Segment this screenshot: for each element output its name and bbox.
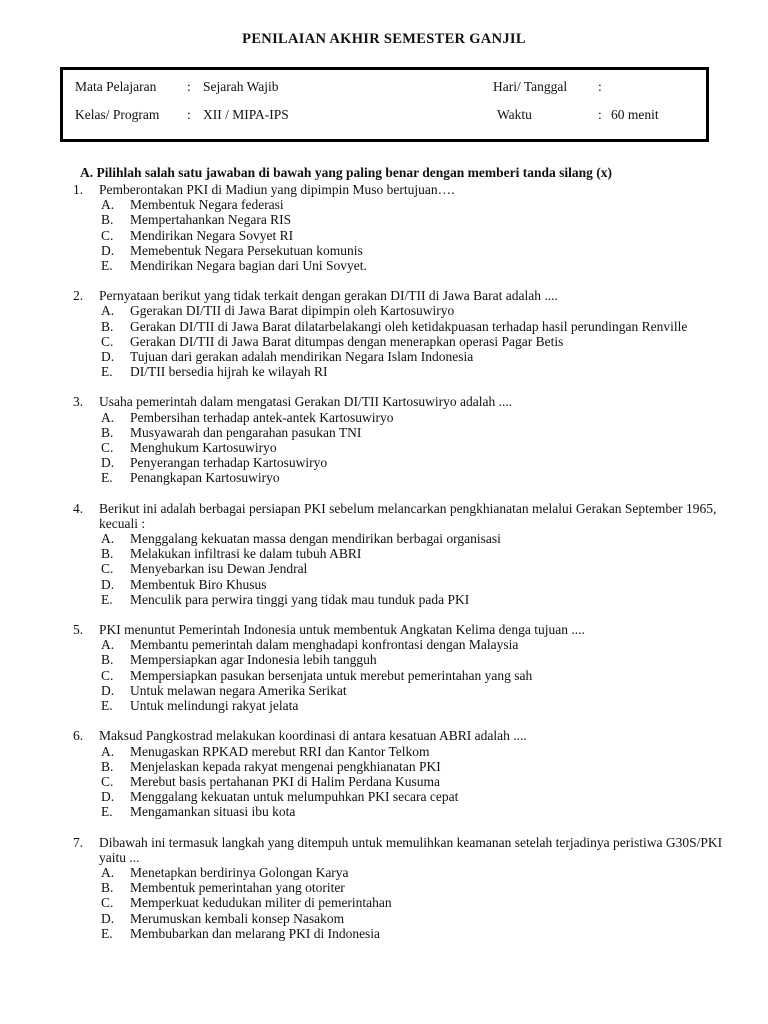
class-separator: : <box>187 107 191 122</box>
option-text: Memebentuk Negara Persekutuan komunis <box>130 242 363 258</box>
option-letter: A. <box>101 303 115 319</box>
option-letter: D. <box>101 682 115 698</box>
class-value: XII / MIPA-IPS <box>203 107 289 122</box>
option-letter: E. <box>101 364 113 380</box>
option-letter: C. <box>101 667 114 683</box>
option-letter: B. <box>101 758 114 774</box>
option-text: Penangkapan Kartosuwiryo <box>130 470 280 486</box>
option-text: Menyebarkan isu Dewan Jendral <box>130 561 308 577</box>
question-text: PKI menuntut Pemerintah Indonesia untuk membentuk Angkatan Kelima denga tujuan .... <box>99 622 585 638</box>
option-letter: C. <box>101 773 114 789</box>
option-text: Gerakan DI/TII di Jawa Barat dilatarbelakangi oleh ketidakpuasan terhadap hasil perundingan Renville <box>130 318 688 334</box>
option-text: Menggalang kekuatan massa dengan mendirikan berbagai organisasi <box>130 531 501 547</box>
section-heading: A. Pilihlah salah satu jawaban di bawah yang paling benar dengan memberi tanda silang (x) <box>80 165 612 180</box>
answer-option[interactable] <box>73 759 723 774</box>
question-line <box>73 501 723 531</box>
option-letter: D. <box>101 576 115 592</box>
question-item <box>73 394 723 485</box>
option-letter: D. <box>101 349 115 365</box>
answer-option[interactable] <box>73 410 723 425</box>
option-text: Pembersihan terhadap antek-antek Kartosuwiryo <box>130 409 394 425</box>
answer-option[interactable] <box>73 334 723 349</box>
option-letter: A. <box>101 637 115 653</box>
option-text: Untuk melindungi rakyat jelata <box>130 698 299 714</box>
subject-label: Mata Pelajaran <box>75 79 157 94</box>
question-line <box>73 622 723 637</box>
option-text: Memperkuat kedudukan militer di pemerintahan <box>130 895 392 911</box>
question-line <box>73 182 723 197</box>
option-text: Mendirikan Negara bagian dari Uni Sovyet. <box>130 258 367 274</box>
option-text: Untuk melawan negara Amerika Serikat <box>130 682 347 698</box>
time-label: Waktu <box>497 107 532 122</box>
question-text: Pemberontakan PKI di Madiun yang dipimpin Muso bertujuan…. <box>99 182 455 197</box>
question-number: 5. <box>73 622 84 638</box>
answer-option[interactable] <box>73 197 723 212</box>
question-line <box>73 288 723 303</box>
option-letter: A. <box>101 409 115 425</box>
answer-option[interactable] <box>73 592 723 607</box>
option-letter: E. <box>101 925 113 941</box>
exam-info-box <box>60 67 709 142</box>
option-text: Membentuk Negara federasi <box>130 197 284 213</box>
option-letter: B. <box>101 424 114 440</box>
option-text: Gerakan DI/TII di Jawa Barat ditumpas dengan menerapkan operasi Pagar Betis <box>130 333 564 349</box>
answer-option[interactable] <box>73 212 723 227</box>
question-number: 3. <box>73 394 84 410</box>
subject-separator: : <box>187 79 191 94</box>
option-text: Menetapkan berdirinya Golongan Karya <box>130 864 349 880</box>
option-text: Mempertahankan Negara RIS <box>130 212 292 228</box>
option-letter: E. <box>101 804 113 820</box>
answer-option[interactable] <box>73 577 723 592</box>
answer-option[interactable] <box>73 683 723 698</box>
option-letter: C. <box>101 227 114 243</box>
question-number: 2. <box>73 288 84 304</box>
option-letter: B. <box>101 880 114 896</box>
option-text: Mengamankan situasi ibu kota <box>130 804 296 820</box>
option-letter: A. <box>101 531 115 547</box>
option-letter: A. <box>101 197 115 213</box>
answer-option[interactable] <box>73 425 723 440</box>
answer-option[interactable] <box>73 668 723 683</box>
question-text: Pernyataan berikut yang tidak terkait dengan gerakan DI/TII di Jawa Barat adalah .... <box>99 288 558 304</box>
answer-option[interactable] <box>73 546 723 561</box>
option-text: Menugaskan RPKAD merebut RRI dan Kantor Telkom <box>130 743 430 759</box>
answer-option[interactable] <box>73 789 723 804</box>
answer-option[interactable] <box>73 880 723 895</box>
question-item <box>73 835 723 941</box>
option-letter: D. <box>101 455 115 471</box>
option-text: Membubarkan dan melarang PKI di Indonesia <box>130 925 381 941</box>
answer-option[interactable] <box>73 744 723 759</box>
question-text: Berikut ini adalah berbagai persiapan PKI sebelum melancarkan pengkhianatan melalui Gerakan September 1965, kecuali : <box>99 500 717 531</box>
answer-option[interactable] <box>73 455 723 470</box>
answer-option[interactable] <box>73 561 723 576</box>
option-letter: B. <box>101 546 114 562</box>
option-text: Menggalang kekuatan untuk melumpuhkan PKI secara cepat <box>130 789 459 805</box>
option-letter: E. <box>101 591 113 607</box>
option-letter: D. <box>101 242 115 258</box>
page-title: PENILAIAN AKHIR SEMESTER GANJIL <box>242 31 526 47</box>
answer-option[interactable] <box>73 926 723 941</box>
option-letter: E. <box>101 258 113 274</box>
option-letter: A. <box>101 743 115 759</box>
day-date-separator: : <box>598 79 602 94</box>
option-letter: C. <box>101 561 114 577</box>
question-item <box>73 288 723 379</box>
option-text: Musyawarah dan pengarahan pasukan TNI <box>130 424 362 440</box>
question-number: 1. <box>73 182 84 197</box>
answer-option[interactable] <box>73 319 723 334</box>
option-letter: E. <box>101 470 113 486</box>
option-text: Mempersiapkan agar Indonesia lebih tangguh <box>130 652 377 668</box>
answer-option[interactable] <box>73 531 723 546</box>
question-item <box>73 501 723 607</box>
answer-option[interactable] <box>73 895 723 910</box>
question-line <box>73 835 723 865</box>
option-letter: C. <box>101 895 114 911</box>
answer-option[interactable] <box>73 440 723 455</box>
question-text: Maksud Pangkostrad melakukan koordinasi di antara kesatuan ABRI adalah .... <box>99 728 527 744</box>
answer-option[interactable] <box>73 228 723 243</box>
option-text: Membentuk Biro Khusus <box>130 576 267 592</box>
option-text: Tujuan dari gerakan adalah mendirikan Negara Islam Indonesia <box>130 349 474 365</box>
answer-option[interactable] <box>73 364 723 379</box>
answer-option[interactable] <box>73 258 723 273</box>
answer-option[interactable] <box>73 652 723 667</box>
option-text: Melakukan infiltrasi ke dalam tubuh ABRI <box>130 546 362 562</box>
answer-option[interactable] <box>73 698 723 713</box>
option-text: DI/TII bersedia hijrah ke wilayah RI <box>130 364 328 380</box>
class-label: Kelas/ Program <box>75 107 160 122</box>
option-text: Penyerangan terhadap Kartosuwiryo <box>130 455 328 471</box>
question-item <box>73 622 723 713</box>
question-number: 6. <box>73 728 84 744</box>
day-date-label: Hari/ Tanggal <box>493 79 568 94</box>
question-line <box>73 728 723 743</box>
option-letter: C. <box>101 333 114 349</box>
question-line <box>73 394 723 409</box>
option-text: Membantu pemerintah dalam menghadapi konfrontasi dengan Malaysia <box>130 637 519 653</box>
option-text: Membentuk pemerintahan yang otoriter <box>130 880 345 896</box>
option-letter: A. <box>101 864 115 880</box>
question-list <box>73 182 723 956</box>
time-value: 60 menit <box>611 107 659 122</box>
answer-option[interactable] <box>73 243 723 258</box>
answer-option[interactable] <box>73 349 723 364</box>
question-text: Dibawah ini termasuk langkah yang ditempuh untuk memulihkan keamanan setelah terjadinya peristiwa G30S/PKI yaitu ... <box>99 834 723 865</box>
answer-option[interactable] <box>73 774 723 789</box>
option-text: Merumuskan kembali konsep Nasakom <box>130 910 345 926</box>
option-letter: D. <box>101 910 115 926</box>
answer-option[interactable] <box>73 865 723 880</box>
option-letter: B. <box>101 212 114 228</box>
option-text: Menjelaskan kepada rakyat mengenai pengkhianatan PKI <box>130 758 441 774</box>
option-letter: B. <box>101 652 114 668</box>
question-item <box>73 728 723 819</box>
option-text: Ggerakan DI/TII di Jawa Barat dipimpin oleh Kartosuwiryo <box>130 303 455 319</box>
question-number: 7. <box>73 834 84 850</box>
option-text: Menghukum Kartosuwiryo <box>130 440 277 456</box>
question-item <box>73 182 723 273</box>
question-text: Usaha pemerintah dalam mengatasi Gerakan DI/TII Kartosuwiryo adalah .... <box>99 394 513 410</box>
option-text: Mendirikan Negara Sovyet RI <box>130 227 294 243</box>
option-text: Merebut basis pertahanan PKI di Halim Perdana Kusuma <box>130 773 441 789</box>
answer-option[interactable] <box>73 303 723 318</box>
option-letter: E. <box>101 698 113 714</box>
time-separator: : <box>598 107 602 122</box>
option-text: Menculik para perwira tinggi yang tidak mau tunduk pada PKI <box>130 591 470 607</box>
subject-value: Sejarah Wajib <box>203 79 279 94</box>
option-letter: D. <box>101 789 115 805</box>
option-letter: B. <box>101 318 114 334</box>
option-text: Mempersiapkan pasukan bersenjata untuk merebut pemerintahan yang sah <box>130 667 533 683</box>
question-number: 4. <box>73 500 84 516</box>
answer-option[interactable] <box>73 637 723 652</box>
answer-option[interactable] <box>73 911 723 926</box>
answer-option[interactable] <box>73 470 723 485</box>
answer-option[interactable] <box>73 804 723 819</box>
option-letter: C. <box>101 440 114 456</box>
